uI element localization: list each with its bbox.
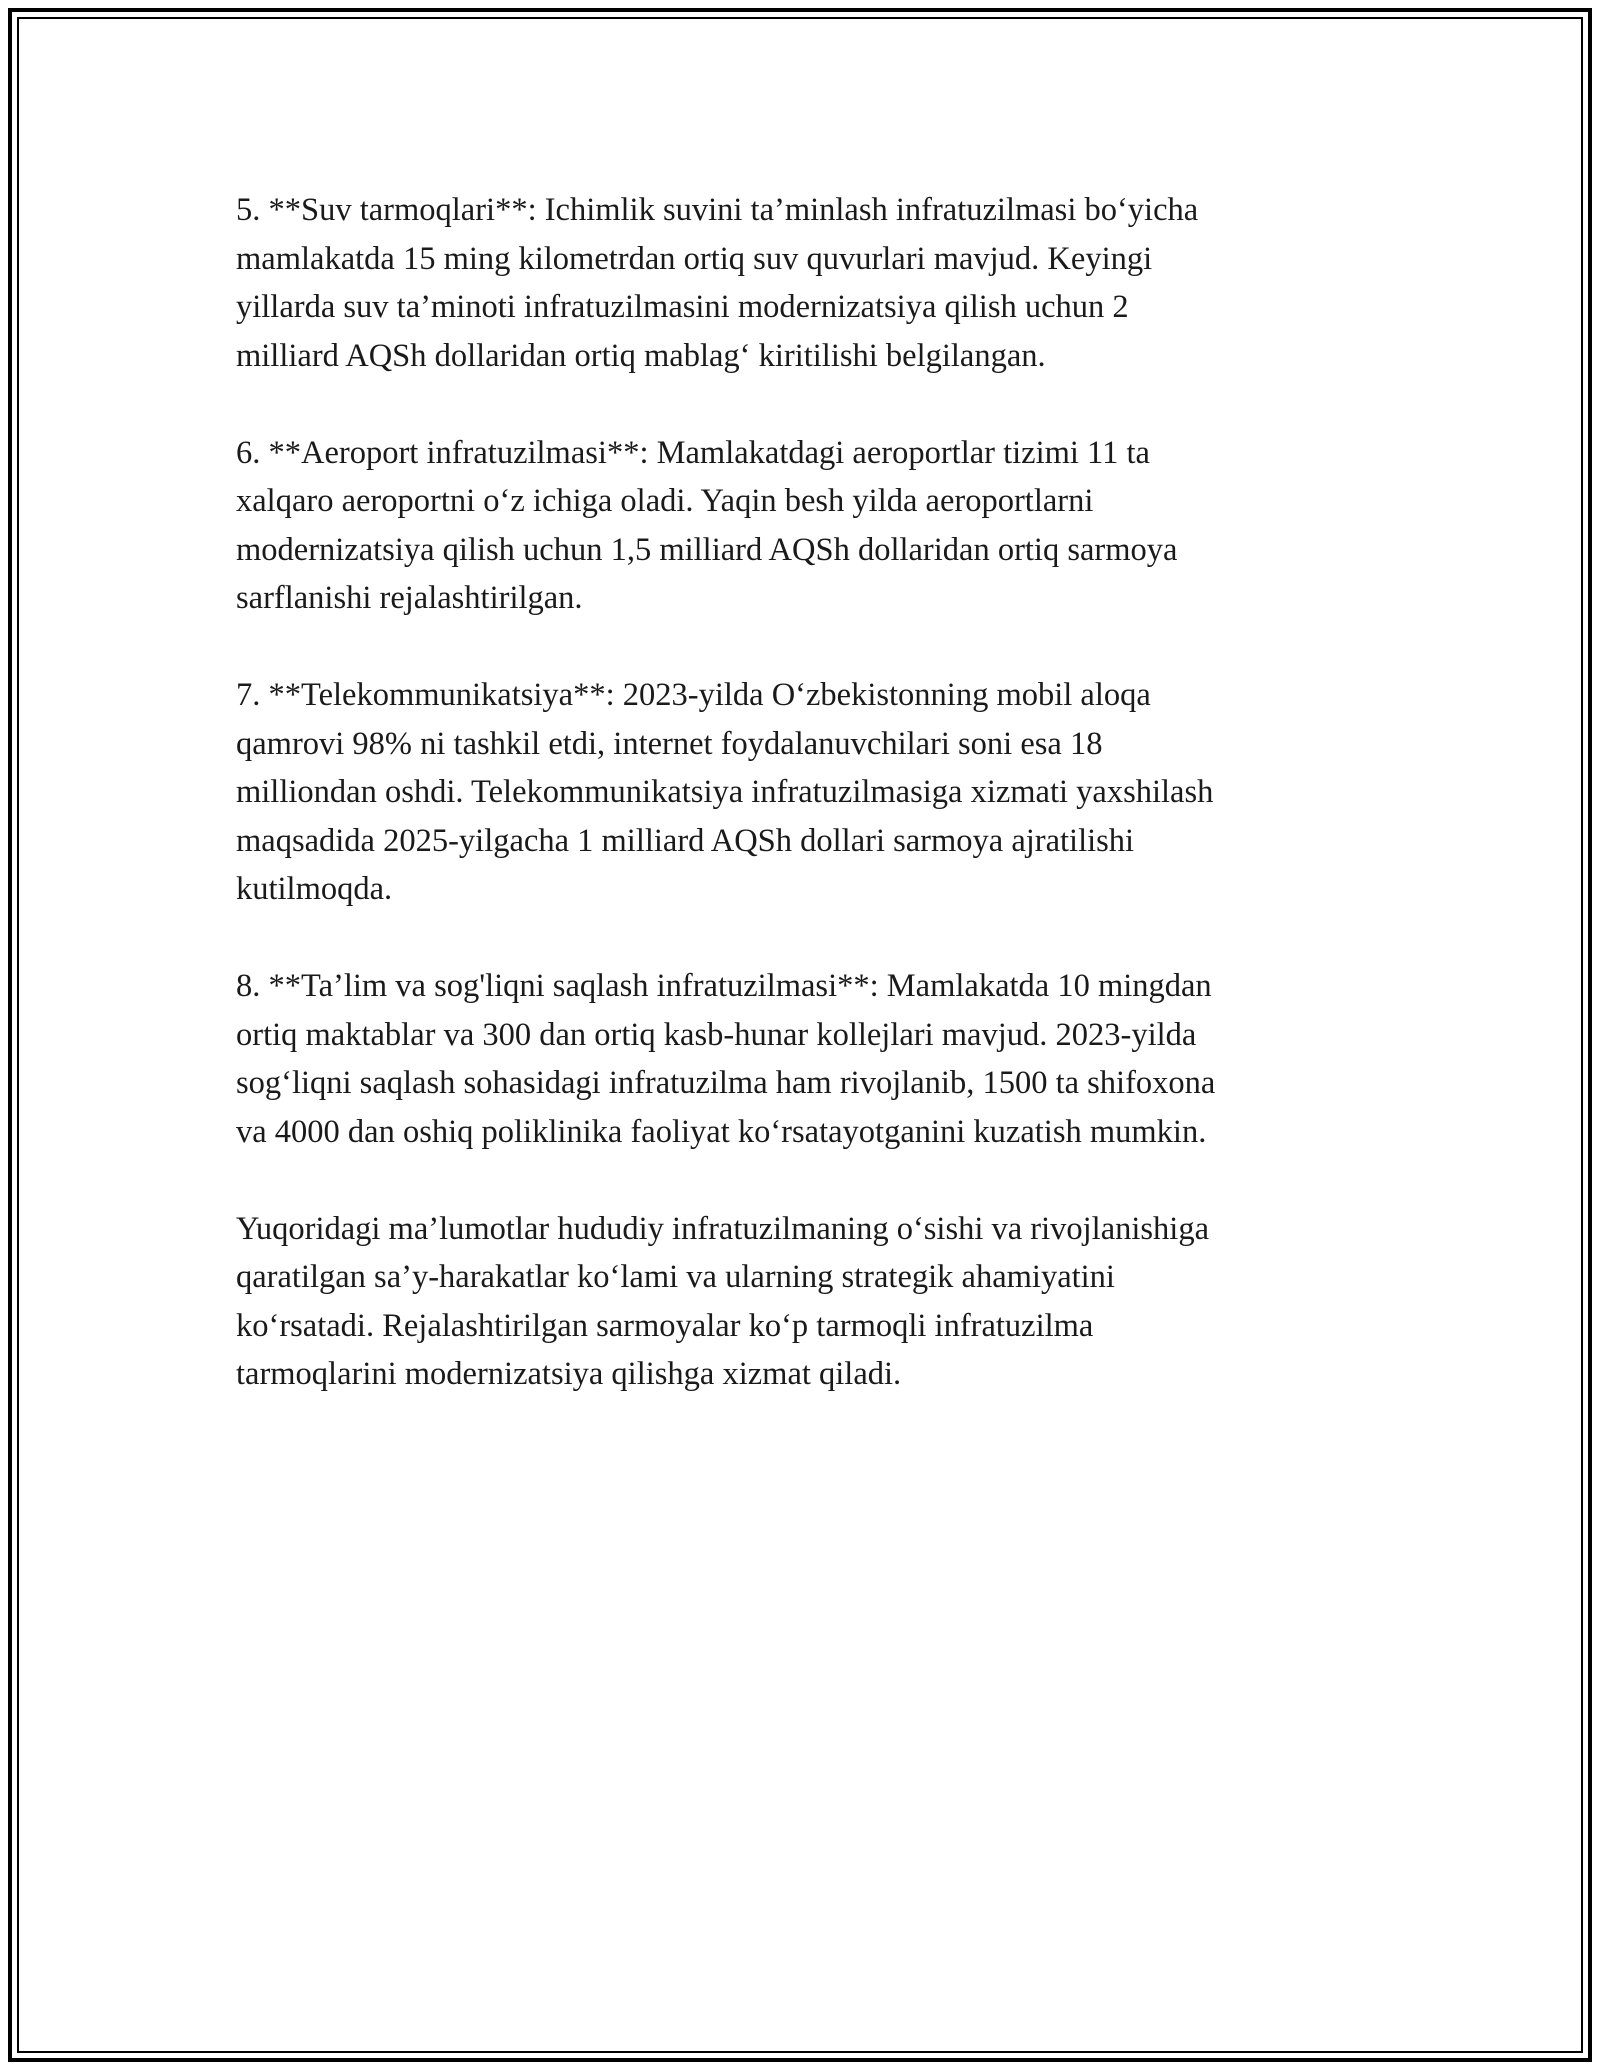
paragraph-airport-infrastructure: 6. **Aeroport infratuzilmasi**: Mamlakatdagi aeroportlar tizimi 11 ta xalqaro aeroportni o‘z ichiga oladi. Yaqin besh yilda aeroportlarni modernizatsiya qilish uchun 1,5 milliard AQSh dollaridan ortiq sarmoya sarflanishi rejalashtirilgan. xyxy=(236,434,1178,616)
paragraph-education-healthcare: 8. **Ta’lim va sog'liqni saqlash infratuzilmasi**: Mamlakatda 10 mingdan ortiq maktablar va 300 dan ortiq kasb-hunar kollejlari mavjud. 2023-yilda sog‘liqni saqlash sohasidagi infratuzilma ham rivojlanib, 1500 ta shifoxona va 4000 dan oshiq poliklinika faoliyat ko‘rsatayotganini kuzatish mumkin. xyxy=(236,968,1216,1150)
paragraph-conclusion: Yuqoridagi ma’lumotlar hududiy infratuzilmaning o‘sishi va rivojlanishiga qaratilgan sa’y-harakatlar ko‘lami va ularning strategik ahamiyatini ko‘rsatadi. Rejalashtirilgan sarmoyalar ko‘p tarmoqli infratuzilma tarmoqlarini modernizatsiya qilishga xizmat qiladi. xyxy=(236,1210,1210,1392)
paragraph-telecommunications: 7. **Telekommunikatsiya**: 2023-yilda O‘zbekistonning mobil aloqa qamrovi 98% ni tashkil etdi, internet foydalanuvchilari soni esa 18 milliondan oshdi. Telekommunikatsiya infratuzilmasiga xizmati yaxshilash maqsadida 2025-yilgacha 1 milliard AQSh dollari sarmoya ajratilishi kutilmoqda. xyxy=(236,677,1214,907)
document-body xyxy=(236,186,1366,1447)
paragraph-water-networks: 5. **Suv tarmoqlari**: Ichimlik suvini ta’minlash infratuzilmasi bo‘yicha mamlakatda 15 ming kilometrdan ortiq suv quvurlari mavjud. Keyingi yillarda suv ta’minoti infratuzilmasini modernizatsiya qilish uchun 2 milliard AQSh dollaridan ortiq mablag‘ kiritilishi belgilangan. xyxy=(236,192,1199,374)
